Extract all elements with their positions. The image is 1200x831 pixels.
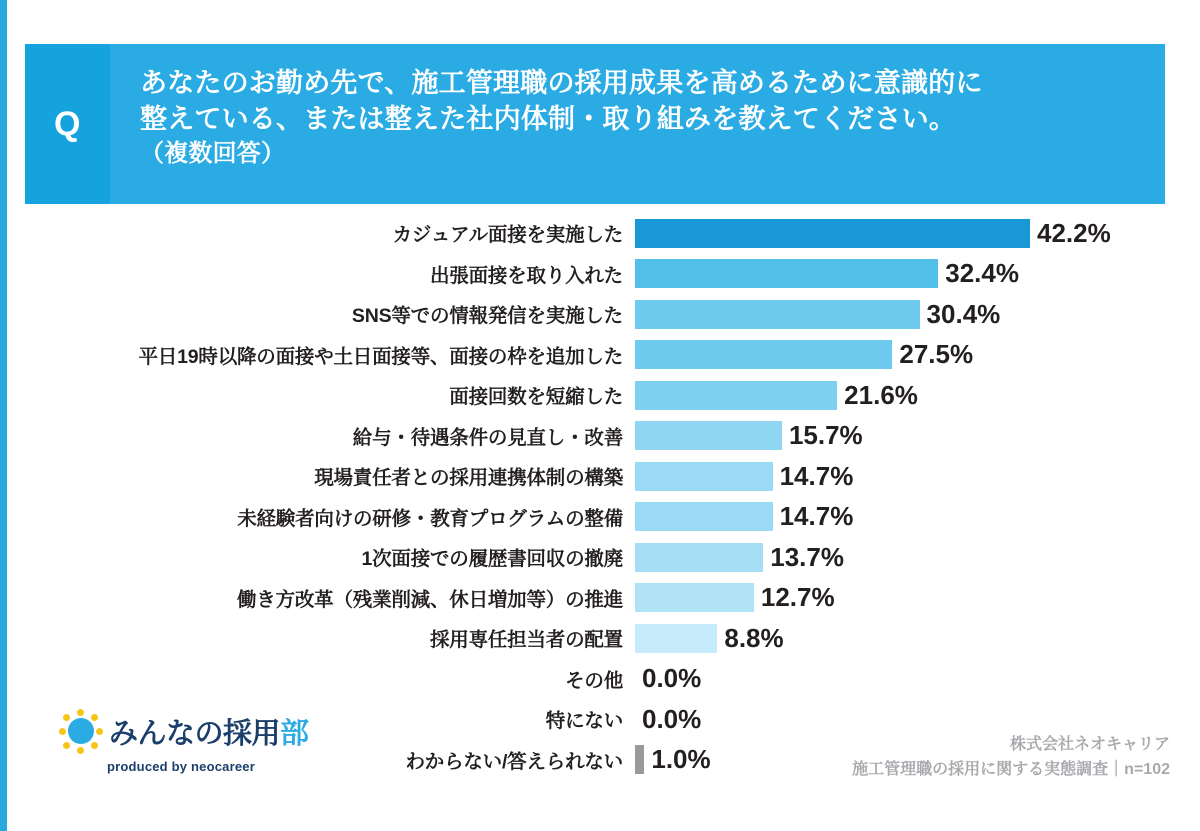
chart-value-label: 27.5% bbox=[899, 339, 974, 369]
chart-category-label: 1次面接での履歴書回収の撤廃 bbox=[361, 548, 623, 570]
chart-category-label: 給与・待遇条件の見直し・改善 bbox=[352, 426, 623, 449]
chart-value-label: 13.7% bbox=[770, 541, 844, 572]
logo-title-accent: 部 bbox=[280, 717, 309, 750]
chart-category-label: カジュアル面接を実施した bbox=[392, 224, 623, 246]
chart-bar-area bbox=[635, 336, 1185, 374]
chart-value-label: 21.6% bbox=[844, 379, 918, 410]
chart-bar-area bbox=[635, 700, 1185, 738]
chart-category-label: 現場責任者との採用連携体制の構築 bbox=[314, 467, 623, 489]
question-badge: Q bbox=[25, 44, 110, 204]
bottom-rule bbox=[7, 824, 1200, 831]
chart-value-label: 14.7% bbox=[779, 501, 854, 531]
chart-value-label: 14.7% bbox=[779, 460, 854, 491]
chart-row bbox=[25, 214, 1185, 252]
chart-row bbox=[25, 336, 1185, 374]
chart-category-label: わからない/答えられない bbox=[405, 750, 623, 773]
logo-main bbox=[59, 709, 309, 753]
question-header bbox=[25, 44, 1165, 204]
chart-category-label: 出張面接を取り入れた bbox=[429, 264, 623, 287]
logo-subtitle bbox=[107, 759, 309, 774]
chart-bar-area bbox=[635, 295, 1185, 333]
chart-bar bbox=[635, 259, 938, 288]
chart-category-label: 採用専任担当者の配置 bbox=[429, 629, 623, 651]
logo bbox=[59, 709, 309, 783]
chart-bar-area bbox=[635, 579, 1185, 617]
chart-bar bbox=[635, 219, 1030, 248]
sun-icon bbox=[59, 709, 103, 753]
logo-subtitle-brand: neocareer bbox=[191, 759, 255, 774]
logo-title-main: みんなの採用 bbox=[109, 717, 281, 750]
chart-value-label: 15.7% bbox=[788, 420, 863, 450]
logo-subtitle-prefix: produced by bbox=[107, 759, 192, 774]
chart-row bbox=[25, 660, 1185, 698]
chart-category-label: 特にない bbox=[545, 710, 623, 732]
chart-bar bbox=[635, 502, 773, 531]
chart-value-label: 32.4% bbox=[945, 258, 1019, 288]
chart-bar-area bbox=[635, 538, 1185, 576]
chart-category-label: SNS等での情報発信を実施した bbox=[351, 305, 623, 327]
chart-row bbox=[25, 538, 1185, 576]
chart-row bbox=[25, 579, 1185, 617]
question-line-1: あなたのお勤め先で、施工管理職の採用成果を高めるために意識的に bbox=[140, 68, 983, 98]
chart-bar-area bbox=[635, 619, 1185, 657]
chart-bar-area bbox=[635, 457, 1185, 495]
chart-value-label: 0.0% bbox=[642, 663, 702, 693]
bar-chart bbox=[25, 214, 1185, 774]
chart-bar-area bbox=[635, 498, 1185, 536]
question-text bbox=[110, 44, 1165, 204]
chart-bar bbox=[635, 462, 773, 491]
chart-row bbox=[25, 417, 1185, 455]
logo-title bbox=[109, 711, 309, 752]
chart-category-label: 働き方改革（残業削減、休日増加等）の推進 bbox=[236, 588, 623, 611]
chart-category-label: 面接回数を短縮した bbox=[449, 386, 623, 408]
chart-bar bbox=[635, 300, 920, 329]
chart-row bbox=[25, 295, 1185, 333]
chart-bar-area bbox=[635, 660, 1185, 698]
chart-bar bbox=[635, 340, 892, 369]
chart-row bbox=[25, 376, 1185, 414]
chart-row bbox=[25, 457, 1185, 495]
chart-value-label: 8.8% bbox=[724, 622, 784, 653]
chart-row bbox=[25, 619, 1185, 657]
source-company: 株式会社ネオキャリア bbox=[1009, 736, 1170, 754]
chart-value-label: 12.7% bbox=[760, 582, 835, 612]
chart-category-label: その他 bbox=[565, 669, 623, 692]
source-note bbox=[852, 733, 1170, 783]
chart-category-label: 平日19時以降の面接や土日面接等、面接の枠を追加した bbox=[138, 345, 623, 368]
question-line-2: 整えている、または整えた社内体制・取り組みを教えてください。 bbox=[140, 103, 956, 134]
chart-bar bbox=[635, 381, 837, 410]
chart-bar-area bbox=[635, 255, 1185, 293]
source-survey: 施工管理職の採用に関する実態調査｜n=102 bbox=[852, 761, 1170, 779]
chart-bar-area bbox=[635, 417, 1185, 455]
chart-bar bbox=[635, 745, 644, 774]
chart-bar-area bbox=[635, 214, 1185, 252]
chart-value-label: 42.2% bbox=[1037, 217, 1111, 248]
chart-value-label: 0.0% bbox=[642, 703, 702, 734]
chart-row bbox=[25, 255, 1185, 293]
chart-value-label: 30.4% bbox=[926, 298, 1001, 329]
chart-bar-area bbox=[635, 376, 1185, 414]
chart-bar bbox=[635, 624, 717, 653]
chart-value-label: 1.0% bbox=[651, 744, 711, 774]
chart-category-label: 未経験者向けの研修・教育プログラムの整備 bbox=[237, 507, 623, 530]
question-note: （複数回答） bbox=[140, 139, 286, 167]
chart-bar bbox=[635, 583, 754, 612]
chart-row bbox=[25, 498, 1185, 536]
chart-bar bbox=[635, 421, 782, 450]
chart-bar bbox=[635, 543, 763, 572]
